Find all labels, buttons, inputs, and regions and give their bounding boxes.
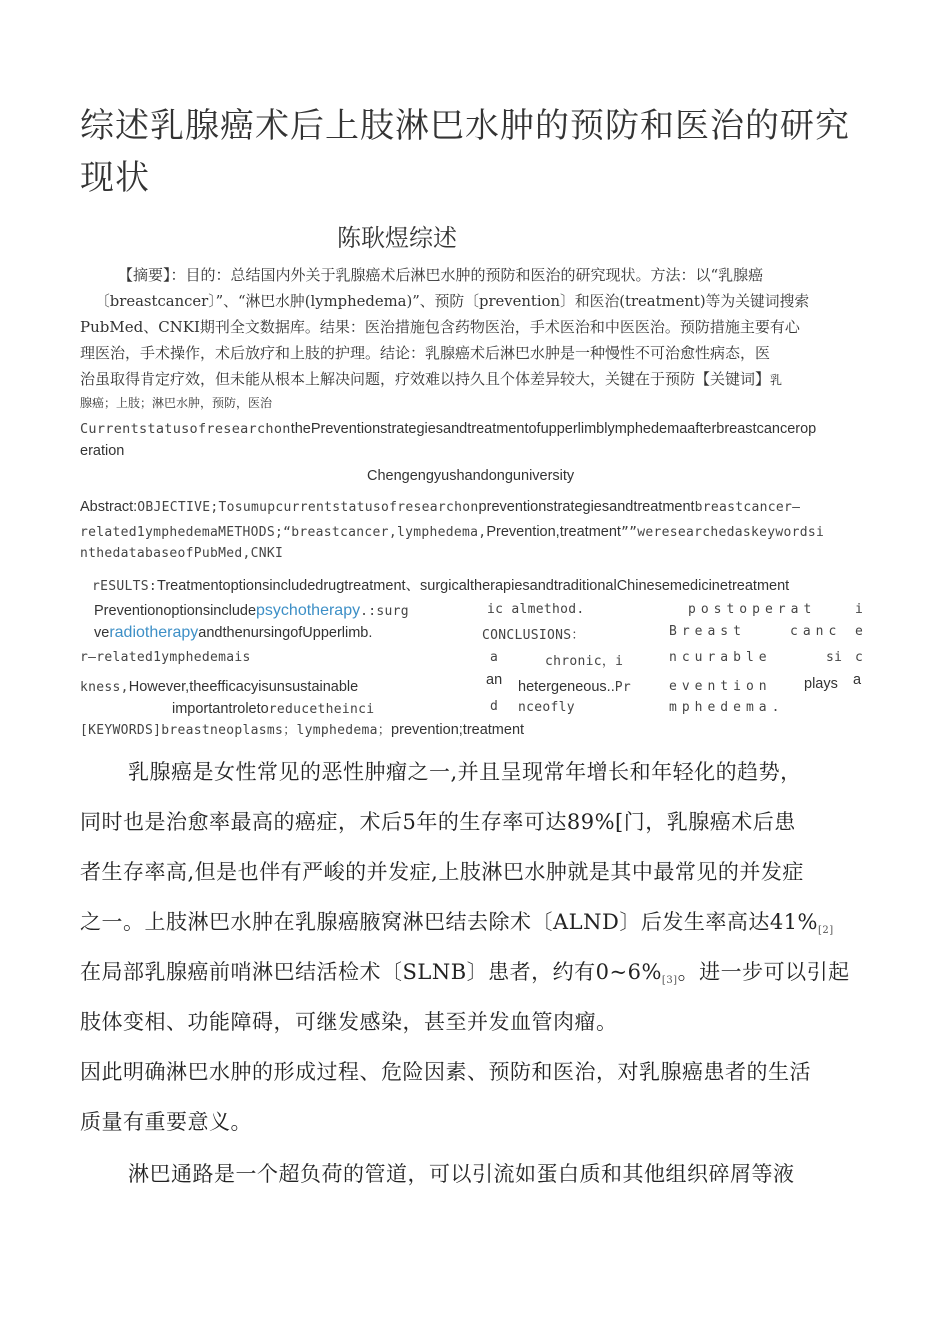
body-para2-line2: 质量有重要意义。 [80, 1110, 252, 1134]
abstract-cn-line5-tail: 乳 [770, 373, 783, 387]
abstract-en-nursing: andthenursingofUpperlimb. [198, 625, 373, 641]
affiliation: Chengengyushandonguniversity [367, 468, 575, 484]
abstract-en-line8 [80, 676, 358, 695]
abstract-en-mphedema: mphedema. [669, 700, 785, 715]
abstract-en-e: e [855, 624, 864, 639]
abstract-en-breast: Breast [669, 624, 746, 639]
abstract-en-conclusions: CONCLUSIONS： [482, 628, 585, 643]
abstract-cn-line5-text: 治虽取得肯定疗效，但未能从根本上解决问题，疗效难以持久且个体差异较大，关键在于预防【关键词】 [80, 370, 771, 388]
abstract-en-i: i [855, 602, 864, 617]
abstract-en-plays: plays [804, 676, 838, 692]
abstract-en-nceofly: nceofly [518, 700, 575, 715]
abstract-en-c: c [855, 650, 864, 665]
abstract-en-a2: a [853, 672, 862, 688]
abstract-en-psychotherapy: psychotherapy [256, 602, 361, 619]
body-para1-line6: 肢体变相、功能障碍，可继发感染，甚至并发血管肉瘤。 [80, 1010, 618, 1034]
abstract-en-label: Abstract: [80, 499, 138, 515]
abstract-en-prevention: Preventionoptionsinclude [94, 603, 257, 619]
abstract-en-si: si [826, 650, 843, 665]
abstract-en-keywords-b: prevention;treatment [391, 722, 525, 738]
abstract-en-keywords [80, 719, 524, 738]
body-para1-line3: 者生存率高,但是也伴有严峻的并发症,上肢淋巴水肿就是其中最常见的并发症 [80, 860, 804, 884]
abstract-en-surg: .:surg [360, 604, 409, 619]
abstract-en-line2 [80, 521, 824, 540]
abstract-en-line6 [94, 622, 372, 642]
abstract-en-related: r—related1ymphedemais [80, 650, 251, 665]
english-title-line1 [80, 418, 816, 437]
body-para1-line4 [80, 906, 834, 936]
abstract-en-a: a [490, 650, 499, 665]
document-title-line1: 综述乳腺癌术后上肢淋巴水肿的预防和医治的研究 [80, 106, 850, 146]
body-para1-line2 [80, 806, 796, 836]
english-title-part1: Currentstatusofresearchon [80, 421, 291, 437]
abstract-en-canc: canc [790, 624, 842, 639]
abstract-en-postoperat: postoperat [688, 602, 817, 617]
body-para1-line5-text: 在局部乳腺癌前哨淋巴结活检术〔SLNB〕患者，约有0~6% [80, 960, 662, 984]
citation-ref-2: [2] [818, 925, 834, 936]
abstract-en-line4 [92, 574, 789, 595]
abstract-en-ncurable: ncurable [669, 650, 772, 665]
abstract-en-radiotherapy: radiotherapy [109, 624, 199, 641]
abstract-en-hetergeneous: hetergeneous.. [518, 679, 615, 695]
body-para3-line1: 淋巴通路是一个超负荷的管道，可以引流如蛋白质和其他组织碎屑等液 [128, 1162, 795, 1186]
abstract-cn-line3: PubMed、CNKI期刊全文数据库。结果：医治措施包含药物医治，手术医治和中医医治。预防措施主要有心 [80, 318, 800, 336]
abstract-en-methods-2: Prevention,treatment [486, 524, 621, 540]
abstract-en-kness: kness, [80, 680, 129, 695]
abstract-en-keywords-a: [KEYWORDS]breastneoplasms；lymphedema； [80, 723, 392, 738]
abstract-en-however: However,theefficacyisunsustainable [128, 679, 359, 695]
abstract-en-methods: related1ymphedemaMETHODS;“breastcancer,lymphedema, [80, 525, 487, 540]
abstract-cn-keywords: 腺癌；上肢；淋巴水肿，预防，医治 [80, 396, 273, 410]
abstract-cn-line2: 〔breastcancer〕”、“淋巴水肿(lymphedema)”、预防〔prevention〕和医治(treatment)等为关键词搜索 [95, 293, 810, 310]
abstract-en-chronic: chronic，i [545, 654, 624, 669]
abstract-en-line9 [172, 698, 374, 717]
abstract-en-line5 [94, 600, 409, 620]
abstract-cn-line4: 理医治，手术操作，术后放疗和上肢的护理。结论：乳腺癌术后淋巴水肿是一种慢性不可治愈性病态，医 [80, 344, 771, 362]
abstract-en-evention: evention [669, 679, 772, 694]
abstract-en-line3: nthedatabaseofPubMed,CNKI [80, 546, 284, 561]
abstract-en-d: d [490, 699, 499, 714]
body-para2-line1: 因此明确淋巴水肿的形成过程、危险因素、预防和医治，对乳腺癌患者的生活 [80, 1060, 811, 1084]
abstract-en-pr: Pr [614, 680, 632, 695]
body-para1-line1: 乳腺癌是女性常见的恶性肿瘤之一,并且呈现常年增长和年轻化的趋势， [128, 760, 802, 784]
abstract-cn-line1: 【摘要】：目的：总结国内外关于乳腺癌术后淋巴水肿的预防和医治的研究现状。方法：以“乳腺癌 [118, 266, 764, 284]
abstract-en-hetergeneous-group [518, 676, 631, 695]
english-title-line2: eration [80, 443, 125, 459]
document-title-line2: 现状 [80, 158, 150, 198]
abstract-en-objective: OBJECTIVE;Tosumupcurrentstatusofresearchon [137, 500, 479, 515]
body-para1-line2-a: 同时也是治愈率最高的癌症，术后5年的生存率可达89%[ [80, 810, 624, 834]
body-para1-line4-text: 之一。上肢淋巴水肿在乳腺癌腋窝淋巴结去除术〔ALND〕后发生率高达41% [80, 910, 818, 934]
body-para1-line5 [80, 956, 850, 986]
abstract-en-methods-3: ””weresearchedaskeywordsi [620, 525, 825, 540]
abstract-en-objective-3: breastcancer— [694, 500, 801, 515]
abstract-cn-line5 [80, 368, 782, 389]
abstract-en-objective-2: preventionstrategiesandtreatment [478, 499, 695, 515]
abstract-en-results-label: rESULTS: [92, 579, 158, 594]
abstract-en-line1 [80, 496, 800, 515]
body-para1-line5-tail: 。进一步可以引起 [677, 960, 850, 984]
abstract-en-important: importantroleto [172, 701, 269, 717]
citation-ref-3: [3] [661, 975, 678, 986]
abstract-en-method: ic almethod. [487, 602, 585, 617]
body-para1-line2-b: 门，乳腺癌术后患 [623, 810, 796, 834]
abstract-en-ve: ve [94, 625, 110, 641]
abstract-en-results: Treatmentoptionsincludedrugtreatment、surgicaltherapiesandtraditionalChinesemedicinetreatment [157, 578, 790, 594]
author-line: 陈耿煜综述 [337, 224, 457, 252]
english-title-part2: thePreventionstrategiesandtreatmentofupperlimblymphedemaafterbreastcancerop [290, 421, 817, 437]
abstract-en-an: an [486, 672, 503, 688]
abstract-en-reduce: reducetheinci [268, 702, 375, 717]
